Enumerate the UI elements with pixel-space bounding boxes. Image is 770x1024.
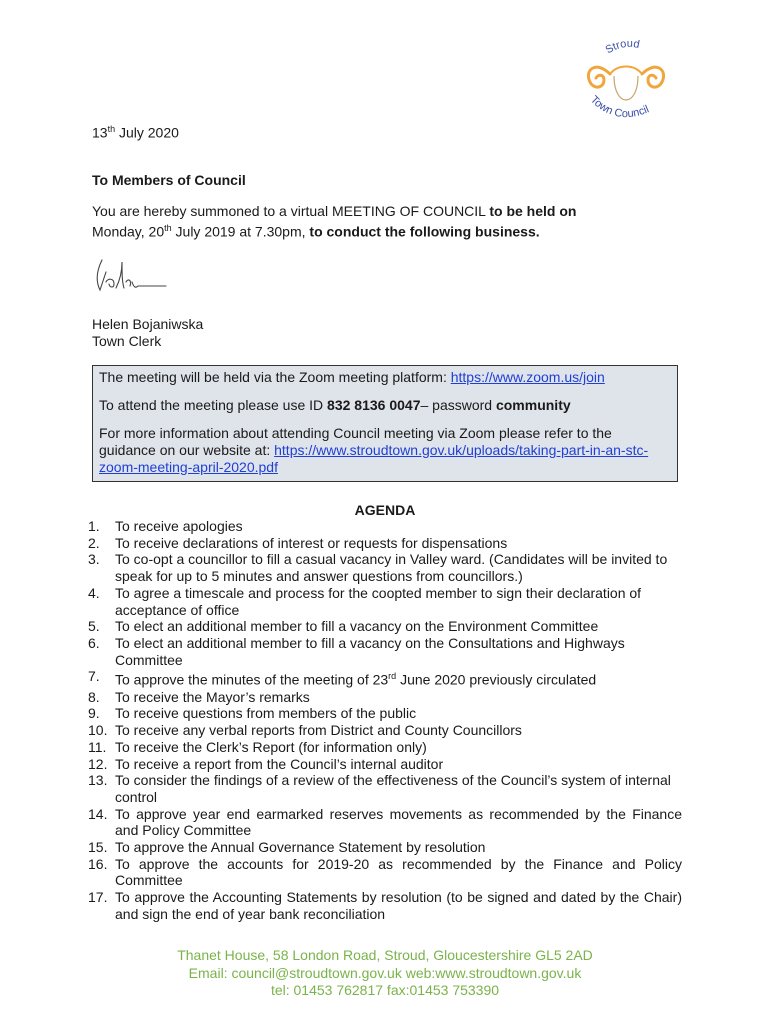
zoom-platform-line: The meeting will be held via the Zoom meeting platform: https://www.zoom.us/join — [99, 369, 605, 385]
agenda-item: 9. To receive questions from members of the public — [88, 705, 417, 722]
agenda-item: 2. To receive declarations of interest or requests for dispensations — [88, 534, 508, 551]
svg-text:Stroud — [604, 38, 641, 57]
zoom-join-link[interactable]: https://www.zoom.us/join — [450, 369, 605, 385]
meeting-id: 832 8136 0047 — [327, 397, 421, 413]
agenda-item: 6. To elect an additional member to fill a vacancy on the Consultations and Highways Committee — [88, 634, 625, 668]
signer-title: Town Clerk — [92, 333, 162, 349]
stroud-town-council-logo — [578, 34, 674, 134]
agenda-list — [88, 518, 682, 923]
agenda-item: 7. To approve the minutes of the meeting of 23rd June 2020 previously circulated — [88, 668, 597, 688]
ram-icon — [588, 67, 663, 88]
agenda-item: 17. To approve the Accounting Statements by resolution (to be signed and dated by the Chair) and sign the end of year bank reconciliation — [88, 889, 682, 922]
footer-phone-fax: tel: 01453 762817 fax:01453 753390 — [270, 982, 500, 998]
agenda-item: 8. To receive the Mayor’s remarks — [88, 688, 310, 705]
ram-face-icon — [614, 76, 638, 100]
footer-contact — [0, 947, 770, 1000]
guidance-line: For more information about attending Council meeting via Zoom please refer to the guidance on our website at: https://www.stroudtown.gov.uk/uploads/taking-part-in-an-stc-zoom-meeting-april-2020.pdf — [99, 425, 649, 475]
agenda-item: 12. To receive a report from the Council’s internal auditor — [88, 755, 444, 772]
zoom-info-box — [92, 365, 678, 482]
handwritten-signature — [92, 252, 182, 298]
signer-block — [92, 316, 203, 350]
agenda-item: 16. To approve the accounts for 2019-20 as recommended by the Finance and Policy Committee — [88, 855, 682, 889]
footer-email-web: Email: council@stroudtown.gov.uk web:www.stroudtown.gov.uk — [188, 964, 582, 981]
summons-paragraph: You are hereby summoned to a virtual MEETING OF COUNCIL to be held on Monday, 20th July 2019 at 7.30pm, to conduct the following business. — [92, 203, 577, 240]
agenda-title: AGENDA — [354, 502, 416, 518]
meeting-password: community — [495, 397, 571, 413]
agenda-item: 4. To agree a timescale and process for the coopted member to sign their declaration of acceptance of office — [88, 584, 642, 618]
agenda-item: 1. To receive apologies — [88, 518, 243, 534]
agenda-item: 14. To approve year end earmarked reserves movements as recommended by the Finance and Policy Committee — [88, 805, 682, 839]
guidance-link[interactable]: https://www.stroudtown.gov.uk/uploads/taking-part-in-an-stc-zoom-meeting-april-2020.pdf — [99, 442, 649, 475]
agenda-item: 11. To receive the Clerk’s Report (for information only) — [88, 738, 427, 755]
salutation: To Members of Council — [92, 172, 246, 188]
letter-date: 13th July 2020 — [92, 124, 179, 141]
agenda-item: 15. To approve the Annual Governance Statement by resolution — [88, 839, 486, 856]
svg-text:Town Council — [588, 94, 651, 120]
logo-text-top: Stroud — [603, 37, 641, 57]
signer-name: Helen Bojaniwska — [92, 316, 204, 332]
agenda-item: 5. To elect an additional member to fill a vacancy on the Environment Committee — [88, 618, 599, 635]
agenda-item: 10. To receive any verbal reports from District and County Councillors — [88, 722, 522, 739]
agenda-item: 3. To co-opt a councillor to fill a casual vacancy in Valley ward. (Candidates will be invited to speak for up to 5 minutes and answer questions from councillors.) — [88, 551, 668, 585]
logo-text-bottom: Town Council — [587, 93, 651, 121]
footer-address: Thanet House, 58 London Road, Stroud, Gloucestershire GL5 2AD — [177, 947, 593, 963]
agenda-item: 13. To consider the findings of a review of the effectiveness of the Council’s system of internal control — [88, 772, 671, 805]
meeting-id-line: To attend the meeting please use ID 832 8136 0047– password community — [99, 397, 571, 413]
